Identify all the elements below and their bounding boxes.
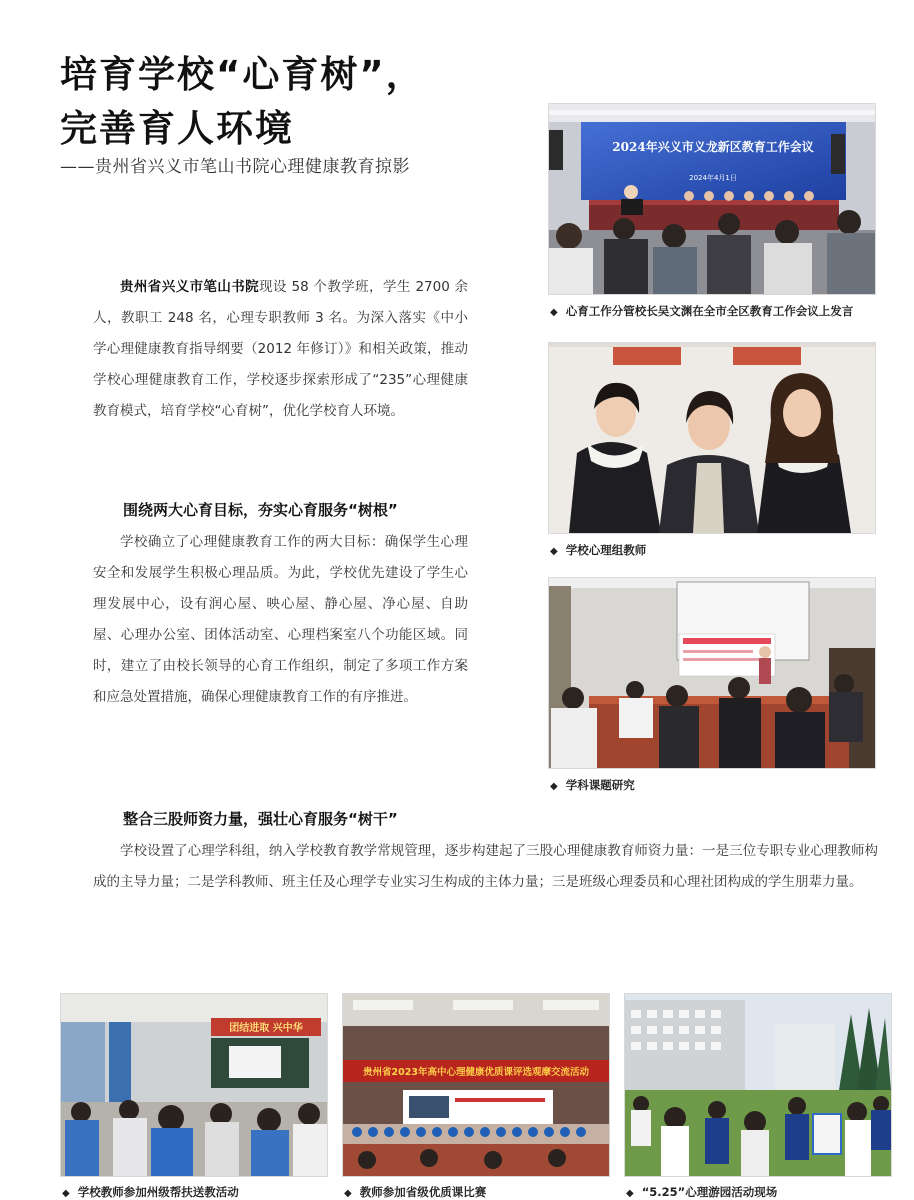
contest-photo xyxy=(342,993,610,1177)
research-caption-text: 学科课题研究 xyxy=(565,778,635,792)
title-line-2: 完善育人环境 xyxy=(60,107,294,150)
teachers-photo xyxy=(548,342,876,534)
research-caption xyxy=(550,777,635,793)
page-subtitle: ——贵州省兴义市笔山书院心理健康教育掠影 xyxy=(60,157,410,177)
caption-diamond-icon: ◆ xyxy=(344,1188,352,1199)
page-title xyxy=(60,48,425,156)
research-photo xyxy=(548,577,876,769)
contest-caption xyxy=(344,1184,486,1200)
meeting-caption xyxy=(550,303,853,319)
title-line-1: 培育学校“心育树”， xyxy=(60,53,425,96)
outreach-photo xyxy=(60,993,328,1177)
section-2 xyxy=(93,808,878,898)
section-2-paragraph: 学校设置了心理学科组，纳入学校教育教学常规管理，逐步构建起了三股心理健康教育师资力量：一是三位专职专业心理教师构成的主导力量；二是学科教师、班主任及心理学专业实习生构成的主体力量；三是班级心理委员和心理社团构成的学生朋辈力量。 xyxy=(93,843,878,890)
caption-diamond-icon: ◆ xyxy=(550,546,558,557)
intro-block xyxy=(93,272,468,427)
teachers-caption-text: 学校心理组教师 xyxy=(565,543,647,557)
section-2-heading: 整合三股师资力量，强壮心育服务“树干” xyxy=(123,810,398,828)
fair-photo xyxy=(624,993,892,1177)
caption-diamond-icon: ◆ xyxy=(550,781,558,792)
intro-text: 现设 58 个教学班，学生 2700 余人，教职工 248 名，心理专职教师 3 名。为深入落实《中小学心理健康教育指导纲要（2012 年修订）》和相关政策，推动学校心理健康教育工作，学校逐步探索形成了“235”心理健康教育模式，培育学校“心育树”，优化学校育人环境。 xyxy=(93,279,469,419)
fair-caption xyxy=(626,1184,777,1200)
outreach-caption-text: 学校教师参加州级帮扶送教活动 xyxy=(77,1185,239,1199)
outreach-caption xyxy=(62,1184,239,1200)
contest-caption-text: 教师参加省级优质课比赛 xyxy=(359,1185,487,1199)
caption-diamond-icon: ◆ xyxy=(626,1188,634,1199)
section-1-paragraph: 学校确立了心理健康教育工作的两大目标：确保学生心理安全和发展学生积极心理品质。为此，学校优先建设了学生心理发展中心，设有润心屋、映心屋、静心屋、净心屋、自助屋、心理办公室、团体活动室、心理档案室八个功能区域。同时，建立了由校长领导的心育工作组织，制定了多项工作方案和应急处置措施，确保心理健康教育工作的有序推进。 xyxy=(93,534,468,705)
section-1 xyxy=(93,499,468,713)
section-1-heading: 围绕两大心育目标，夯实心育服务“树根” xyxy=(123,501,398,519)
meeting-banner: 2024年兴义市义龙新区教育工作会议 xyxy=(612,140,814,154)
teachers-caption xyxy=(550,542,646,558)
meeting-photo xyxy=(548,103,876,295)
caption-diamond-icon: ◆ xyxy=(62,1188,70,1199)
caption-diamond-icon: ◆ xyxy=(550,307,558,318)
intro-school-name: 贵州省兴义市笔山书院 xyxy=(120,279,260,295)
fair-caption-text: “5.25”心理游园活动现场 xyxy=(641,1185,778,1199)
outreach-banner: 团结进取 兴中华 xyxy=(229,1023,303,1034)
meeting-caption-text: 心育工作分管校长吴文渊在全市全区教育工作会议上发言 xyxy=(565,304,854,318)
meeting-date: 2024年4月1日 xyxy=(689,174,737,182)
contest-banner: 贵州省2023年高中心理健康优质课评选观摩交流活动 xyxy=(363,1067,589,1078)
intro-paragraph xyxy=(93,272,468,427)
